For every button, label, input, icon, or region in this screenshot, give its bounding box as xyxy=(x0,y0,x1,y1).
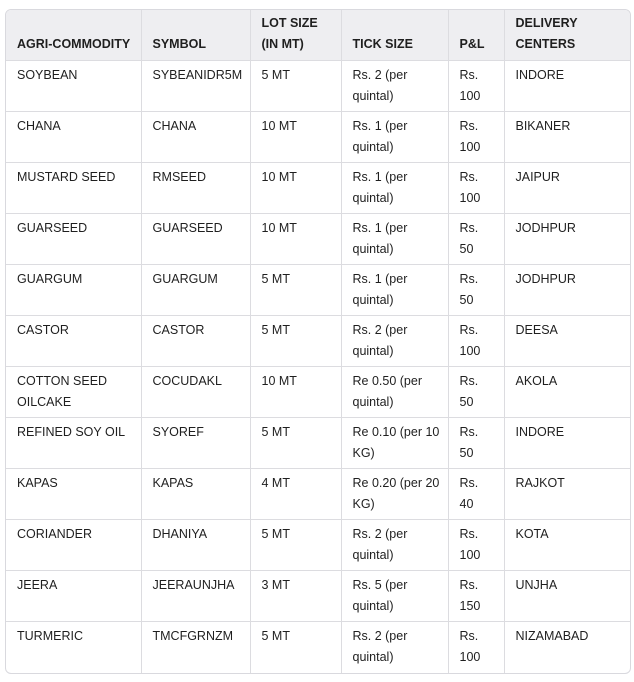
cell-symbol: KAPAS xyxy=(141,468,250,519)
cell-symbol: GUARGUM xyxy=(141,264,250,315)
cell-commodity: KAPAS xyxy=(6,468,141,519)
cell-commodity: SOYBEAN xyxy=(6,60,141,111)
cell-commodity: GUARSEED xyxy=(6,213,141,264)
cell-pnl: Rs. 40 xyxy=(448,468,504,519)
cell-delivery: JODHPUR xyxy=(504,213,630,264)
cell-lot-size: 5 MT xyxy=(250,519,341,570)
cell-lot-size: 10 MT xyxy=(250,162,341,213)
cell-delivery: AKOLA xyxy=(504,366,630,417)
cell-lot-size: 5 MT xyxy=(250,417,341,468)
table-row xyxy=(6,60,630,111)
table-row xyxy=(6,162,630,213)
cell-tick-size: Rs. 1 (per quintal) xyxy=(341,162,448,213)
header-tick-size xyxy=(341,10,448,60)
cell-tick-size: Rs. 1 (per quintal) xyxy=(341,264,448,315)
cell-lot-size: 4 MT xyxy=(250,468,341,519)
cell-pnl: Rs. 100 xyxy=(448,111,504,162)
cell-tick-size: Rs. 2 (per quintal) xyxy=(341,315,448,366)
table-row xyxy=(6,315,630,366)
cell-symbol: RMSEED xyxy=(141,162,250,213)
table-row xyxy=(6,519,630,570)
cell-tick-size: Rs. 1 (per quintal) xyxy=(341,213,448,264)
cell-pnl: Rs. 50 xyxy=(448,417,504,468)
cell-pnl: Rs. 50 xyxy=(448,264,504,315)
table-row xyxy=(6,570,630,621)
cell-pnl: Rs. 50 xyxy=(448,213,504,264)
cell-symbol: SYBEANIDR5M xyxy=(141,60,250,111)
cell-pnl: Rs. 100 xyxy=(448,315,504,366)
cell-tick-size: Rs. 5 (per quintal) xyxy=(341,570,448,621)
cell-lot-size: 3 MT xyxy=(250,570,341,621)
cell-tick-size: Rs. 2 (per quintal) xyxy=(341,519,448,570)
cell-pnl: Rs. 150 xyxy=(448,570,504,621)
cell-pnl: Rs. 100 xyxy=(448,162,504,213)
cell-symbol: TMCFGRNZM xyxy=(141,621,250,673)
header-delivery-line1: DELIVERY xyxy=(515,15,578,30)
cell-delivery: JODHPUR xyxy=(504,264,630,315)
cell-delivery: DEESA xyxy=(504,315,630,366)
header-symbol xyxy=(141,10,250,60)
cell-delivery: KOTA xyxy=(504,519,630,570)
cell-lot-size: 10 MT xyxy=(250,111,341,162)
cell-symbol: CASTOR xyxy=(141,315,250,366)
cell-symbol: GUARSEED xyxy=(141,213,250,264)
cell-tick-size: Re 0.20 (per 20 KG) xyxy=(341,468,448,519)
header-row xyxy=(6,10,630,60)
cell-tick-size: Rs. 1 (per quintal) xyxy=(341,111,448,162)
cell-lot-size: 5 MT xyxy=(250,315,341,366)
cell-symbol: JEERAUNJHA xyxy=(141,570,250,621)
cell-delivery: NIZAMABAD xyxy=(515,628,589,643)
cell-tick-size: Re 0.50 (per quintal) xyxy=(341,366,448,417)
cell-commodity: COTTON SEED OILCAKE xyxy=(6,366,141,417)
table-row xyxy=(6,417,630,468)
header-symbol-label: SYMBOL xyxy=(152,36,206,51)
cell-delivery: RAJKOT xyxy=(504,468,630,519)
cell-tick-size: Rs. 2 (per quintal) xyxy=(341,621,448,673)
commodity-table xyxy=(6,10,630,673)
cell-pnl: Rs. 100 xyxy=(448,621,504,673)
cell-commodity: GUARGUM xyxy=(6,264,141,315)
cell-delivery: UNJHA xyxy=(504,570,630,621)
cell-symbol: CHANA xyxy=(141,111,250,162)
cell-tick-size: Re 0.10 (per 10 KG) xyxy=(341,417,448,468)
cell-tick-size: Rs. 2 (per quintal) xyxy=(341,60,448,111)
cell-commodity: CORIANDER xyxy=(6,519,141,570)
header-lot-size-line2: (IN MT) xyxy=(261,36,304,51)
cell-symbol: SYOREF xyxy=(141,417,250,468)
commodity-table-container xyxy=(5,9,631,674)
cell-symbol: COCUDAKL xyxy=(141,366,250,417)
cell-delivery: INDORE xyxy=(504,417,630,468)
table-row xyxy=(6,366,630,417)
table-row xyxy=(6,213,630,264)
cell-delivery: INDORE xyxy=(504,60,630,111)
cell-delivery: JAIPUR xyxy=(504,162,630,213)
header-lot-size xyxy=(250,10,341,60)
cell-symbol: DHANIYA xyxy=(141,519,250,570)
header-tick-size-label: TICK SIZE xyxy=(352,36,413,51)
cell-lot-size: 10 MT xyxy=(250,366,341,417)
cell-pnl: Rs. 100 xyxy=(448,519,504,570)
cell-commodity: JEERA xyxy=(6,570,141,621)
header-commodity xyxy=(6,10,141,60)
header-delivery-line2: CENTERS xyxy=(515,36,576,51)
cell-commodity: CASTOR xyxy=(6,315,141,366)
cell-commodity: TURMERIC xyxy=(6,621,141,673)
header-delivery xyxy=(504,10,630,60)
table-row xyxy=(6,264,630,315)
cell-lot-size: 5 MT xyxy=(250,264,341,315)
cell-delivery: BIKANER xyxy=(504,111,630,162)
header-pnl-label: P&L xyxy=(459,36,485,51)
cell-commodity: REFINED SOY OIL xyxy=(6,417,141,468)
cell-commodity: MUSTARD SEED xyxy=(6,162,141,213)
table-row xyxy=(6,468,630,519)
cell-pnl: Rs. 50 xyxy=(448,366,504,417)
cell-pnl: Rs. 100 xyxy=(448,60,504,111)
cell-lot-size: 5 MT xyxy=(250,621,341,673)
cell-lot-size: 10 MT xyxy=(250,213,341,264)
cell-commodity: CHANA xyxy=(6,111,141,162)
header-commodity-label: AGRI-COMMODITY xyxy=(17,36,131,51)
cell-lot-size: 5 MT xyxy=(250,60,341,111)
table-row xyxy=(6,621,630,673)
table-row xyxy=(6,111,630,162)
header-lot-size-line1: LOT SIZE xyxy=(261,15,318,30)
header-pnl xyxy=(448,10,504,60)
